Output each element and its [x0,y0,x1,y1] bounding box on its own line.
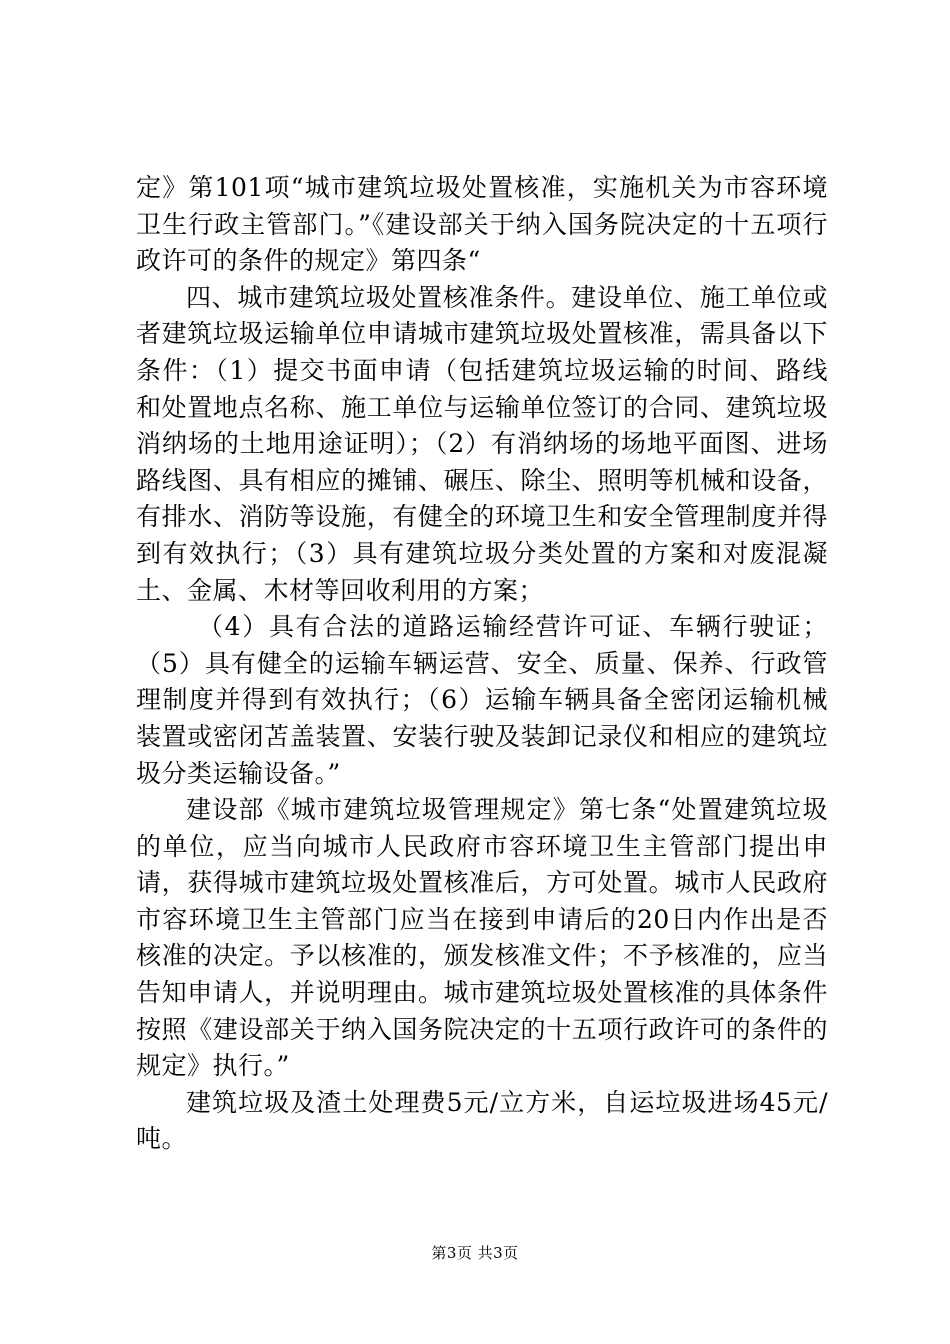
paragraph-transport-conditions: （4）具有合法的道路运输经营许可证、车辆行驶证；（5）具有健全的运输车辆运营、安全、质量、保养、行政管理制度并得到有效执行；（6）运输车辆具备全密闭运输机械装置或密闭苫盖装置、安装行驶及装卸记录仪和相应的建筑垃圾分类运输设备。” [136,612,828,788]
paragraph-approval-conditions: 四、城市建筑垃圾处置核准条件。建设单位、施工单位或者建筑垃圾运输单位申请城市建筑垃圾处置核准，需具备以下条件：（1）提交书面申请（包括建筑垃圾运输的时间、路线和处置地点名称、施工单位与运输单位签订的合同、建筑垃圾消纳场的土地用途证明）；（2）有消纳场的场地平面图、进场路线图、具有相应的摊铺、碾压、除尘、照明等机械和设备，有排水、消防等设施，有健全的环境卫生和安全管理制度并得到有效执行；（3）具有建筑垃圾分类处置的方案和对废混凝土、金属、木材等回收利用的方案； [136,282,828,605]
page-number-footer: 第3页 共3页 [431,1244,519,1262]
paragraph-fees: 建筑垃圾及渣土处理费5元/立方米，自运垃圾进场45元/吨。 [136,1087,828,1154]
paragraph-continuation: 定》第101项“城市建筑垃圾处置核准，实施机关为市容环境卫生行政主管部门。”《建设部关于纳入国务院决定的十五项行政许可的条件的规定》第四条“ [136,173,828,276]
document-body [136,170,828,1158]
paragraph-article-seven: 建设部《城市建筑垃圾管理规定》第七条“处置建筑垃圾的单位，应当向城市人民政府市容环境卫生主管部门提出申请，获得城市建筑垃圾处置核准后，方可处置。城市人民政府市容环境卫生主管部门应当在接到申请后的20日内作出是否核准的决定。予以核准的，颁发核准文件；不予核准的，应当告知申请人，并说明理由。城市建筑垃圾处置核准的具体条件按照《建设部关于纳入国务院决定的十五项行政许可的条件的规定》执行。” [136,795,828,1081]
